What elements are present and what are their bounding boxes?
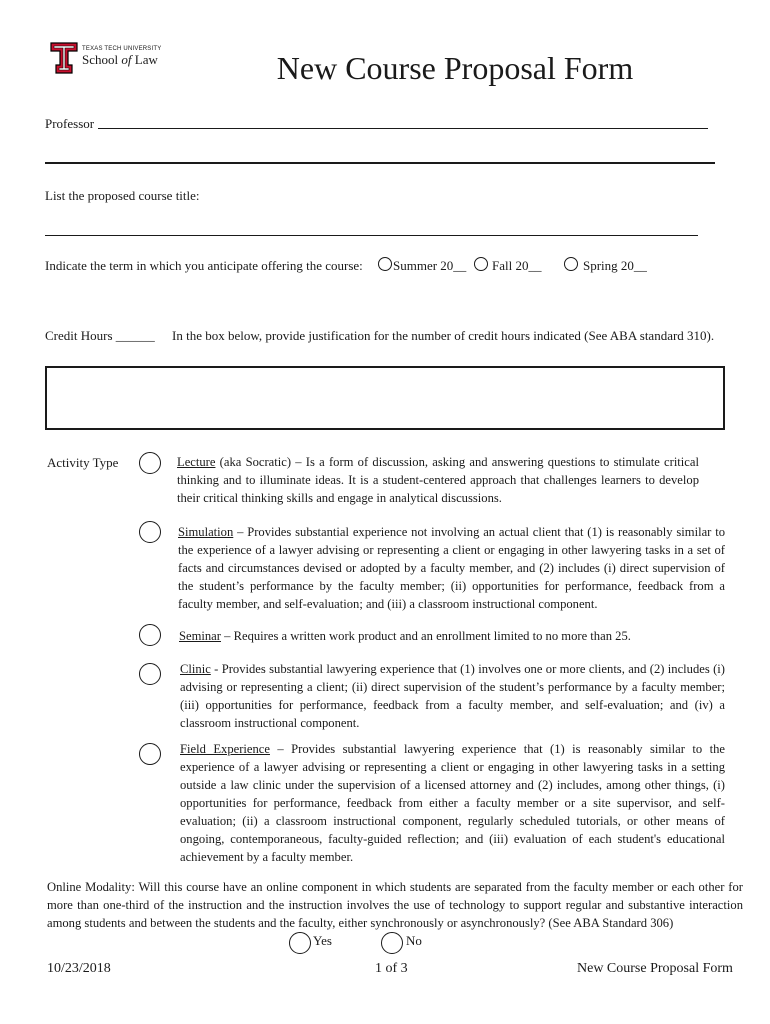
online-no-radio[interactable] <box>381 932 403 954</box>
online-yes-label: Yes <box>313 933 332 948</box>
professor-label: Professor <box>45 116 95 131</box>
professor-field-line-2[interactable] <box>45 162 715 164</box>
term-summer-label: Summer 20__ <box>393 258 467 273</box>
credit-hours-label: Credit Hours ______ <box>45 328 155 343</box>
professor-field[interactable] <box>98 128 708 129</box>
online-yes-radio[interactable] <box>289 932 311 954</box>
term-spring-label: Spring 20__ <box>583 258 647 273</box>
logo-school-name: School of Law <box>82 52 158 67</box>
online-no-label: No <box>406 933 422 948</box>
activity-seminar-text: Seminar – Requires a written work product and an enrollment limited to no more than 25. <box>179 629 631 643</box>
term-spring-radio[interactable] <box>564 257 578 271</box>
credit-justification-box[interactable] <box>45 366 725 430</box>
activity-simulation-radio[interactable] <box>139 521 161 543</box>
online-modality-question: Online Modality: Will this course have an online component in which students are separated from the faculty member or each other for more than one-third of the instruction and the instruction involves the use of technology to support regular and substantive interaction among students and between the students and the faculty, either synchronously or asynchronously? (See ABA Standard 306) <box>47 880 743 930</box>
activity-field-experience-radio[interactable] <box>139 743 161 765</box>
term-label: Indicate the term in which you anticipate offering the course: <box>45 258 363 273</box>
course-title-label: List the proposed course title: <box>45 188 200 203</box>
activity-clinic-text: Clinic - Provides substantial lawyering experience that (1) involves one or more clients, and (2) includes (i) advising or representing a client; (ii) direct supervision of the student’s performance by a faculty member; (iii) opportunities for performance, feedback from a faculty member, and self-evaluation; and (iv) a classroom instructional component. <box>180 662 725 730</box>
activity-seminar-radio[interactable] <box>139 624 161 646</box>
term-fall-radio[interactable] <box>474 257 488 271</box>
activity-lecture-text: Lecture (aka Socratic) – Is a form of discussion, asking and answering questions to stimulate critical thinking and to illuminate ideas. It is a student-centered approach that challenges learners to develop their critical thinking skills and engage in analytical discussions. <box>177 455 699 505</box>
footer-form-name: New Course Proposal Form <box>577 961 733 976</box>
activity-field-experience-text: Field Experience – Provides substantial lawyering experience that (1) is reasonably similar to the experience of a lawyer advising or representing a client or engaging in other lawyering tasks in a setting outside a law clinic under the supervision of a licensed attorney and (2) includes, among other things, (i) opportunities for performance, feedback from either a faculty member or a site supervisor, and self-evaluation; (ii) a classroom instructional component, regularly scheduled tutorials, or other means of ongoing, contemporaneous, faculty-guided reflection; and (iii) evaluation of each student's educational achievement by a faculty member. <box>180 742 725 864</box>
course-title-field[interactable] <box>45 235 698 236</box>
logo-university: TEXAS TECH UNIVERSITY <box>82 46 162 52</box>
term-summer-radio[interactable] <box>378 257 392 271</box>
term-fall-label: Fall 20__ <box>492 258 542 273</box>
activity-simulation-text: Simulation – Provides substantial experience not involving an actual client that (1) is reasonably similar to the experience of a lawyer advising or representing a client or engaging in other lawyering tasks in a set of facts and circumstances devised or adopted by a faculty member, and (2) includes (i) direct supervision of the student’s performance by the faculty member; (ii) opportunities for performance, feedback from a faculty member, and self-evaluation; and (iii) a classroom instructional component. <box>178 525 725 611</box>
footer-date: 10/23/2018 <box>47 961 111 976</box>
activity-lecture-radio[interactable] <box>139 452 161 474</box>
footer-page-number: 1 of 3 <box>375 961 408 976</box>
activity-clinic-radio[interactable] <box>139 663 161 685</box>
credit-justification-instruction: In the box below, provide justification for the number of credit hours indicated (See ABA standard 310). <box>172 328 715 343</box>
activity-type-label: Activity Type <box>47 455 119 470</box>
page-title: New Course Proposal Form <box>276 50 634 86</box>
